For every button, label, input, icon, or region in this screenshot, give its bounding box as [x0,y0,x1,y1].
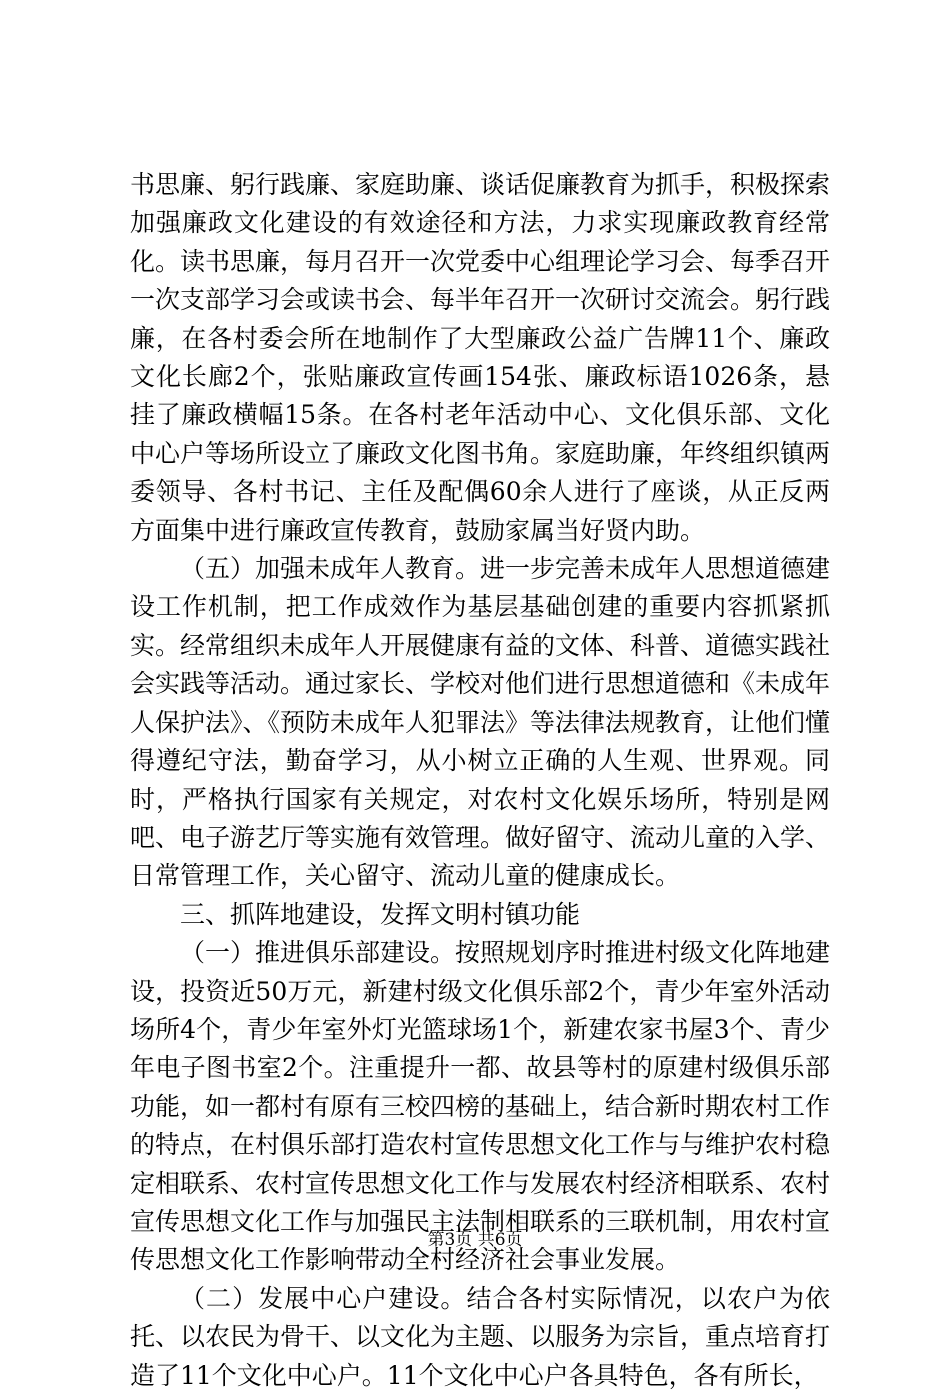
document-body [130,166,830,1395]
paragraph-section-5: （五）加强未成年人教育。进一步完善未成年人思想道德建设工作机制，把工作成效作为基层基础创建的重要内容抓紧抓实。经常组织未成年人开展健康有益的文体、科普、道德实践社会实践等活动。通过家长、学校对他们进行思想道德和《未成年人保护法》、《预防未成年人犯罪法》等法律法规教育，让他们懂得遵纪守法，勤奋学习，从小树立正确的人生观、世界观。同时，严格执行国家有关规定，对农村文化娱乐场所，特别是网吧、电子游艺厅等实施有效管理。做好留守、流动儿童的入学、日常管理工作，关心留守、流动儿童的健康成长。 [130,554,831,891]
paragraph-continuation: 书思廉、躬行践廉、家庭助廉、谈话促廉教育为抓手，积极探索加强廉政文化建设的有效途径和方法，力求实现廉政教育经常化。读书思廉，每月召开一次党委中心组理论学习会、每季召开一次支部学习会或读书会、每半年召开一次研讨交流会。躬行践廉，在各村委会所在地制作了大型廉政公益广告牌11个、廉政文化长廊2个，张贴廉政宣传画154张、廉政标语1026条，悬挂了廉政横幅15条。在各村老年活动中心、文化俱乐部、文化中心户等场所设立了廉政文化图书角。家庭助廉，年终组织镇两委领导、各村书记、主任及配偶60余人进行了座谈，从正反两方面集中进行廉政宣传教育，鼓励家属当好贤内助。 [130,170,831,545]
paragraph-section-3-2: （二）发展中心户建设。结合各村实际情况，以农户为依托、以农民为骨干、以文化为主题、以服务为宗旨，重点培育打造了11个文化中心户。11个文化中心户各具特色，各有所长， [130,1283,831,1390]
paragraph-section-3-1: （一）推进俱乐部建设。按照规划序时推进村级文化阵地建设，投资近50万元，新建村级文化俱乐部2个，青少年室外活动场所4个，青少年室外灯光篮球场1个，新建农家书屋3个、青少年电子图书室2个。注重提升一都、故县等村的原建村级俱乐部功能，如一都村有原有三校四榜的基础上，结合新时期农村工作的特点，在村俱乐部打造农村宣传思想文化工作与与维护农村稳定相联系、农村宣传思想文化工作与发展农村经济相联系、农村宣传思想文化工作与加强民主法制相联系的三联机制，用农村宣传思想文化工作影响带动全村经济社会事业发展。 [130,938,831,1275]
section-heading: 三、抓阵地建设，发挥文明村镇功能 [180,899,581,929]
page-number: 第3页 共6页 [427,1230,523,1250]
